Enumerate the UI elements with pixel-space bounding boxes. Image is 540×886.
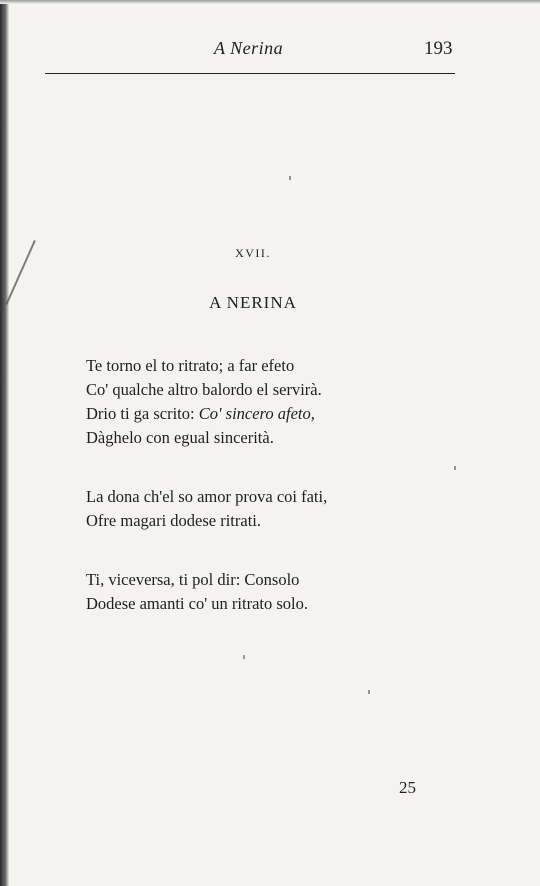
poem-line: Te torno el to ritrato; a far efeto [86, 356, 295, 375]
poem-line-italic: Co' sincero afeto, [198, 404, 315, 423]
stanza-2 [86, 485, 446, 533]
stanza-3 [86, 568, 446, 616]
poem-title: A NERINA [209, 293, 297, 312]
poem-line: Co' qualche altro balordo el servirà. [86, 380, 322, 399]
poem-line: Dàghelo con egual sincerità. [86, 428, 274, 447]
poem-numeral: XVII. [235, 246, 271, 260]
ink-speck [243, 655, 245, 659]
running-head [0, 38, 540, 62]
poem-line: La dona ch'el so amor prova coi fati, [86, 487, 328, 506]
poem-line: Ti, viceversa, ti pol dir: Consolo [86, 570, 300, 589]
signature-mark: 25 [399, 778, 416, 797]
poem-line-prefix: Drio ti ga scrito: [86, 404, 199, 423]
header-rule [45, 73, 455, 74]
ink-speck [289, 176, 291, 180]
poem-line: Ofre magari dodese ritrati. [86, 511, 262, 530]
scan-gutter-edge [0, 0, 9, 886]
running-title: A Nerina [214, 38, 284, 58]
poem-line-with-italic [86, 402, 446, 426]
scan-top-edge [0, 0, 540, 4]
ink-speck [454, 466, 456, 470]
poem-line: Dodese amanti co' un ritrato solo. [86, 594, 309, 613]
stanza-1 [86, 354, 446, 450]
ink-speck [368, 690, 370, 694]
page-number: 193 [424, 38, 453, 59]
